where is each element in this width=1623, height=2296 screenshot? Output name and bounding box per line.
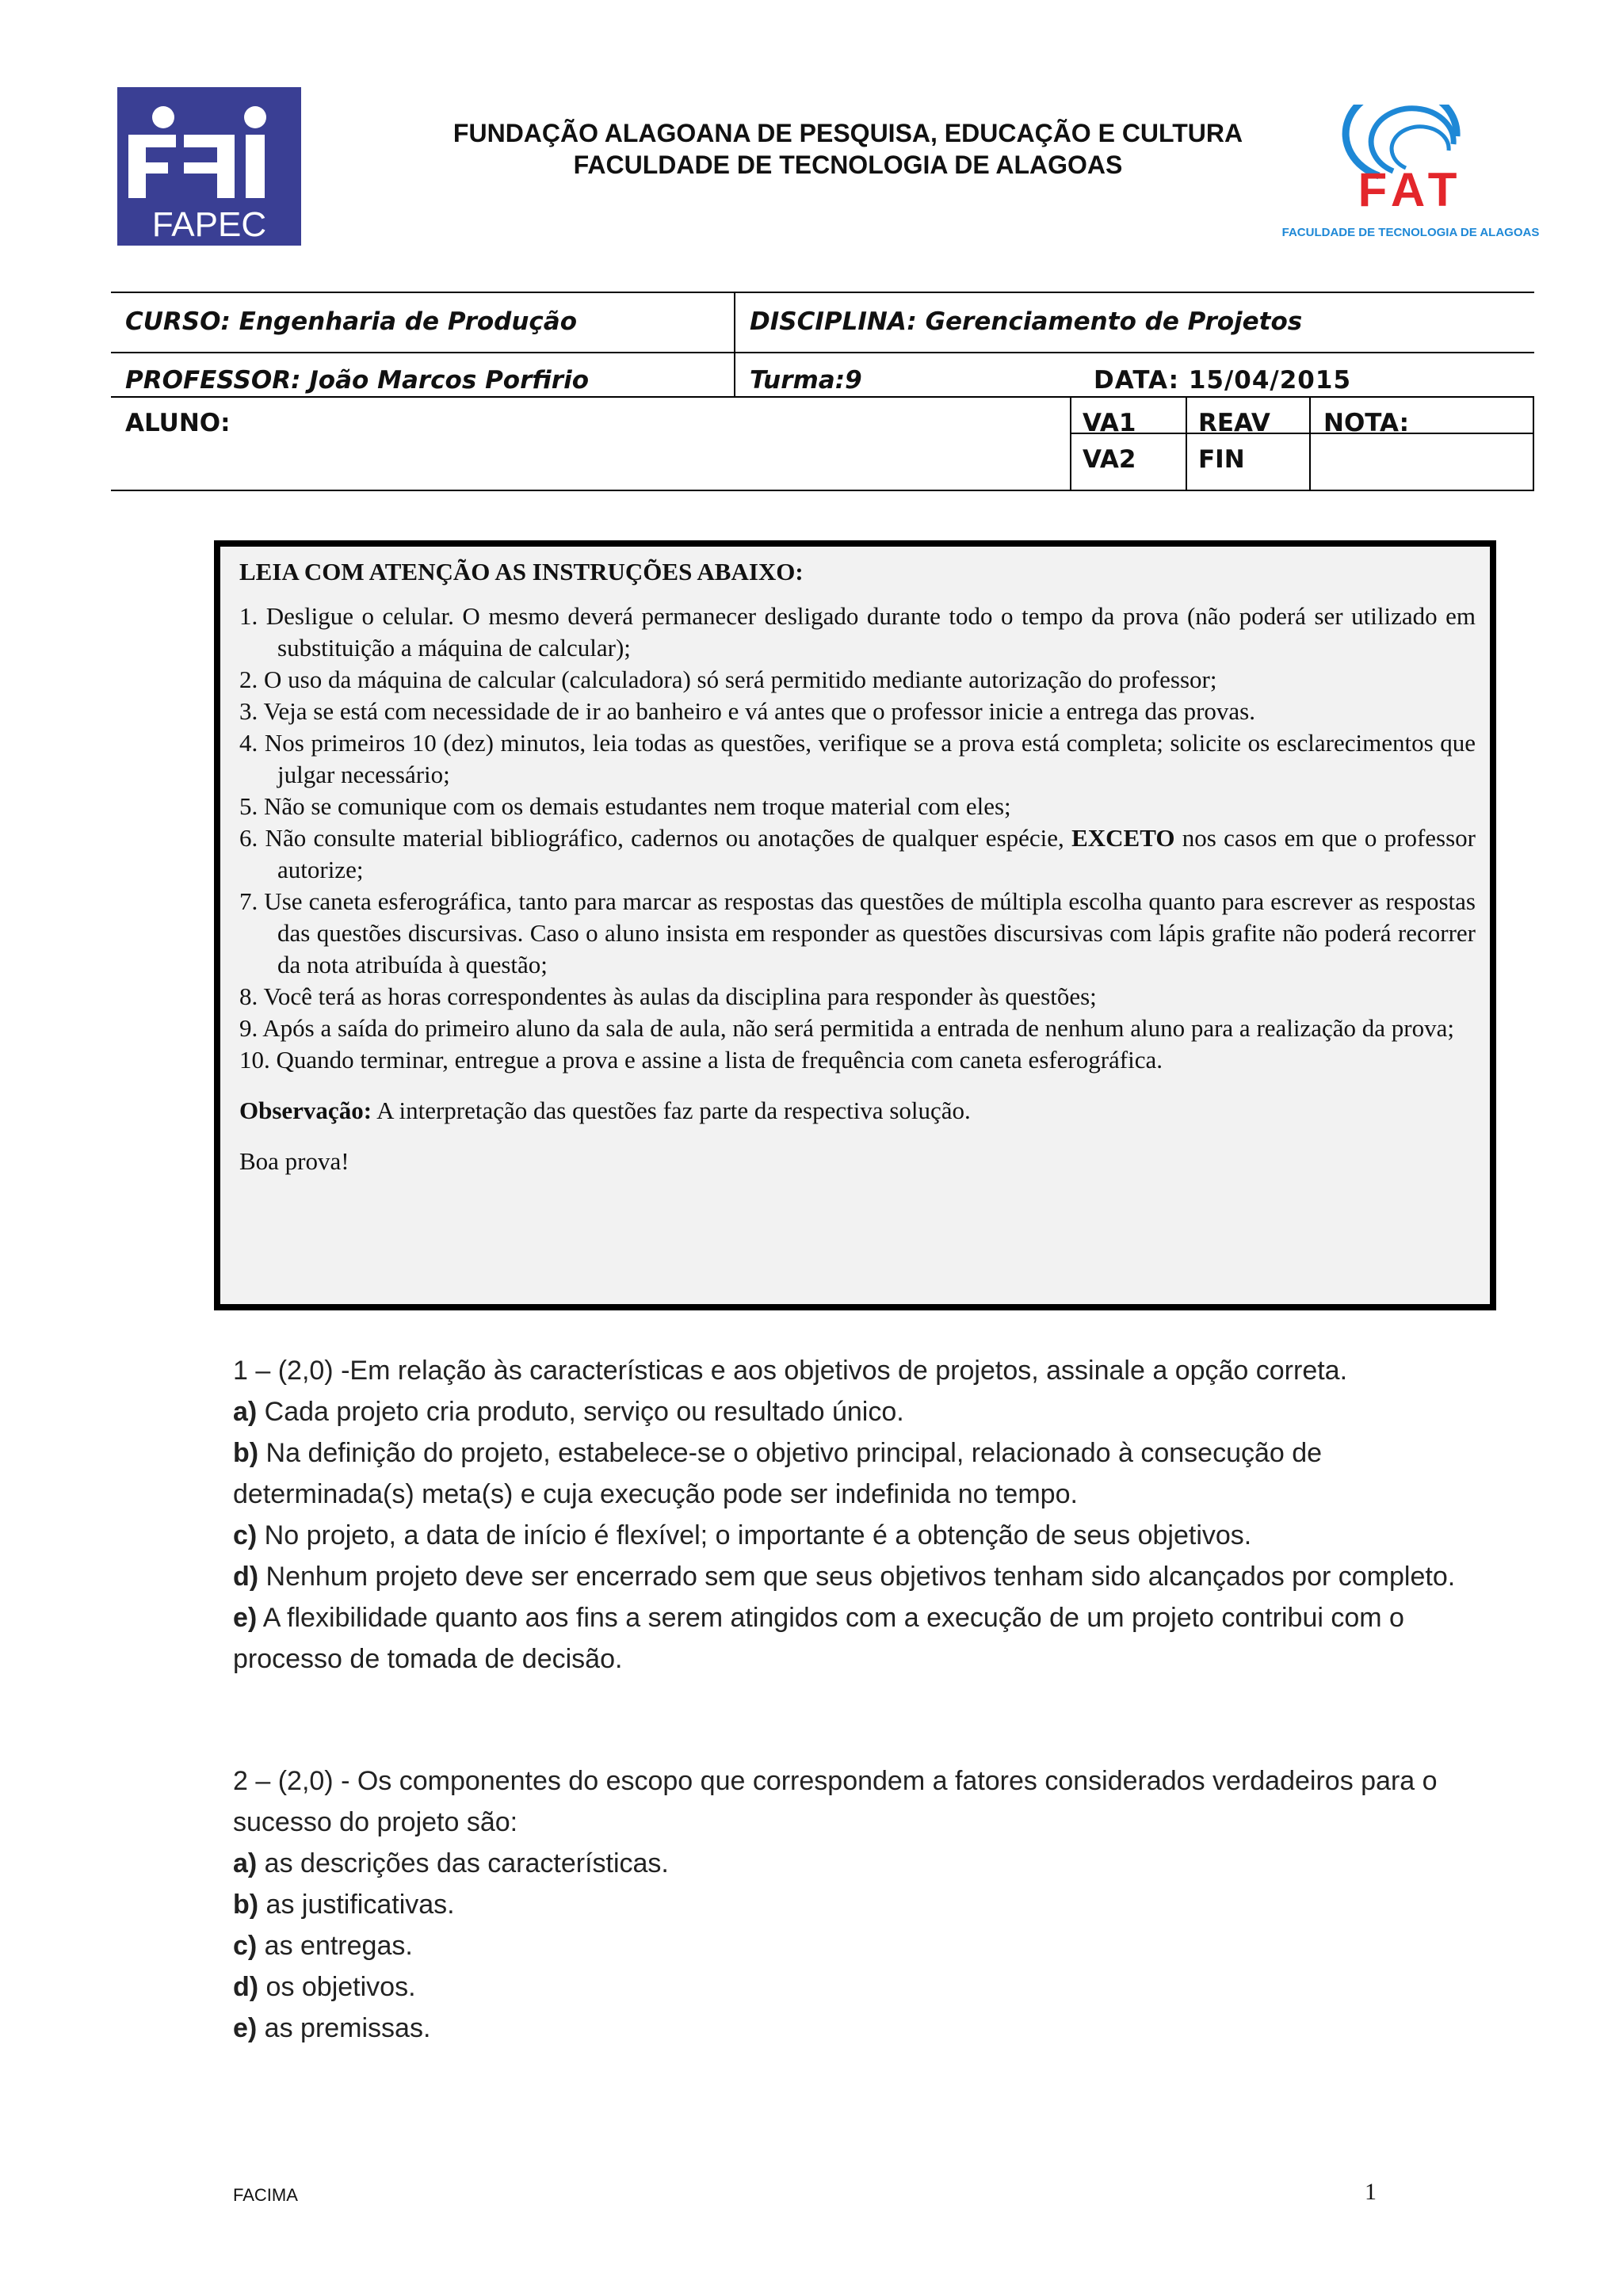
option-letter: e) [233, 1603, 258, 1633]
instruction-item-6-after: nos casos em que o professor autorize; [277, 824, 1476, 883]
instruction-item-6-before: 6. Não consulte material bibliográfico, cadernos ou anotações de qualquer espécie, [239, 824, 1072, 852]
option-text: as justificativas. [258, 1890, 455, 1920]
fin-label: FIN [1198, 445, 1245, 474]
closing-text: Boa prova! [239, 1147, 349, 1175]
option-text: as descrições das características. [257, 1848, 669, 1878]
date-field: DATA: 15/04/2015 [1094, 366, 1352, 395]
fapec-logo [117, 87, 301, 246]
question-2-option-b[interactable] [233, 1884, 1485, 1925]
option-letter: a) [233, 1397, 258, 1427]
instruction-item: 2. O uso da máquina de calcular (calculadora) só será permitido mediante autorização do professor; [239, 666, 1217, 693]
instruction-item: 1. Desligue o celular. O mesmo deverá permanecer desligado durante todo o tempo da prova (não poderá ser utilizado em substituição a máquina de calcular); [239, 602, 1476, 662]
option-letter: d) [233, 1972, 259, 2002]
instruction-item: 5. Não se comunique com os demais estudantes nem troque material com eles; [239, 792, 1011, 820]
discipline-field: DISCIPLINA: Gerenciamento de Projetos [750, 307, 1303, 336]
option-letter: a) [233, 1848, 258, 1878]
course-field: CURSO: Engenharia de Produção [125, 307, 578, 336]
question-2-option-d[interactable] [233, 1966, 1485, 2008]
institution-line-1: FUNDAÇÃO ALAGOANA DE PESQUISA, EDUCAÇÃO E CULTURA [453, 119, 1243, 147]
question-2-stem: 2 – (2,0) - Os componentes do escopo que correspondem a fatores considerados verdadeiros para o sucesso do projeto são: [233, 1766, 1438, 1837]
instruction-item: 7. Use caneta esferográfica, tanto para marcar as respostas das questões de múltipla escolha quanto para escrever as respostas das questões discursivas. Caso o aluno insista em responder as questões discursivas com lápis grafite não poderá recorrer da nota atribuída à questão; [239, 887, 1476, 978]
va1-label: VA1 [1083, 409, 1136, 437]
info-table [111, 292, 1534, 491]
instruction-item-6-emphasis: EXCETO [1071, 824, 1175, 852]
page-number: 1 [1365, 2179, 1377, 2205]
fapec-logo-text: FAPEC [151, 205, 267, 244]
option-text: Nenhum projeto deve ser encerrado sem que seus objetivos tenham sido alcançados por completo. [258, 1562, 1456, 1592]
option-text: No projeto, a data de início é flexível; o importante é a obtenção de seus objetivos. [257, 1520, 1252, 1550]
professor-field: PROFESSOR: João Marcos Porfirio [125, 366, 589, 395]
question-1-option-b[interactable] [233, 1432, 1485, 1515]
student-field: ALUNO: [125, 409, 231, 437]
fat-logo-subtitle: FACULDADE DE TECNOLOGIA DE ALAGOAS [1281, 226, 1540, 239]
va2-label: VA2 [1083, 445, 1136, 474]
instruction-item: 8. Você terá as horas correspondentes às aulas da disciplina para responder às questões; [239, 982, 1097, 1010]
question-1-stem: 1 – (2,0) -Em relação às características e aos objetivos de projetos, assinale a opção correta. [233, 1356, 1348, 1386]
option-letter: b) [233, 1438, 259, 1468]
instructions-box [214, 540, 1496, 1310]
observation-label: Observação: [239, 1097, 372, 1124]
footer-label: FACIMA [233, 2185, 298, 2205]
option-text: as premissas. [257, 2013, 431, 2043]
fat-logo-text: FAT [1358, 163, 1464, 216]
grade-field: NOTA: [1323, 409, 1410, 437]
observation [239, 1095, 1476, 1127]
observation-text: A interpretação das questões faz parte da respectiva solução. [372, 1097, 971, 1124]
instruction-item: 4. Nos primeiros 10 (dez) minutos, leia todas as questões, verifique se a prova está completa; solicite os esclarecimentos que julgar necessário; [239, 729, 1476, 788]
instruction-item: 9. Após a saída do primeiro aluno da sala de aula, não será permitida a entrada de nenhum aluno para a realização da prova; [239, 1014, 1455, 1042]
question-2-option-c[interactable] [233, 1925, 1485, 1966]
option-text: A flexibilidade quanto aos fins a serem atingidos com a execução de um projeto contribui com o processo de tomada de decisão. [233, 1603, 1404, 1674]
reav-label: REAV [1198, 409, 1270, 437]
option-text: as entregas. [257, 1931, 413, 1961]
option-letter: d) [233, 1562, 259, 1592]
question-2-option-e[interactable] [233, 2008, 1485, 2049]
instructions-title: LEIA COM ATENÇÃO AS INSTRUÇÕES ABAIXO: [239, 558, 804, 585]
option-text: os objetivos. [258, 1972, 416, 2002]
question-1-option-a[interactable] [233, 1391, 1485, 1432]
question-2 [233, 1760, 1485, 2049]
option-letter: b) [233, 1890, 259, 1920]
option-text: Na definição do projeto, estabelece-se o objetivo principal, relacionado à consecução de determinada(s) meta(s) e cuja execução pode ser indefinida no tempo. [233, 1438, 1323, 1509]
class-field: Turma:9 [750, 366, 862, 395]
institution-line-2: FACULDADE DE TECNOLOGIA DE ALAGOAS [573, 151, 1123, 179]
question-2-option-a[interactable] [233, 1843, 1485, 1884]
question-1-option-c[interactable] [233, 1515, 1485, 1556]
instruction-item: 10. Quando terminar, entregue a prova e assine a lista de frequência com caneta esferográfica. [239, 1046, 1163, 1074]
option-letter: c) [233, 1931, 258, 1961]
option-text: Cada projeto cria produto, serviço ou resultado único. [257, 1397, 904, 1427]
instruction-item: 3. Veja se está com necessidade de ir ao banheiro e vá antes que o professor inicie a entrega das provas. [239, 697, 1255, 725]
question-1 [233, 1350, 1485, 1680]
instruction-item-6 [239, 822, 1476, 886]
option-letter: c) [233, 1520, 258, 1550]
question-1-option-e[interactable] [233, 1597, 1485, 1680]
question-1-option-d[interactable] [233, 1556, 1485, 1597]
fat-logo [1260, 105, 1545, 247]
option-letter: e) [233, 2013, 258, 2043]
